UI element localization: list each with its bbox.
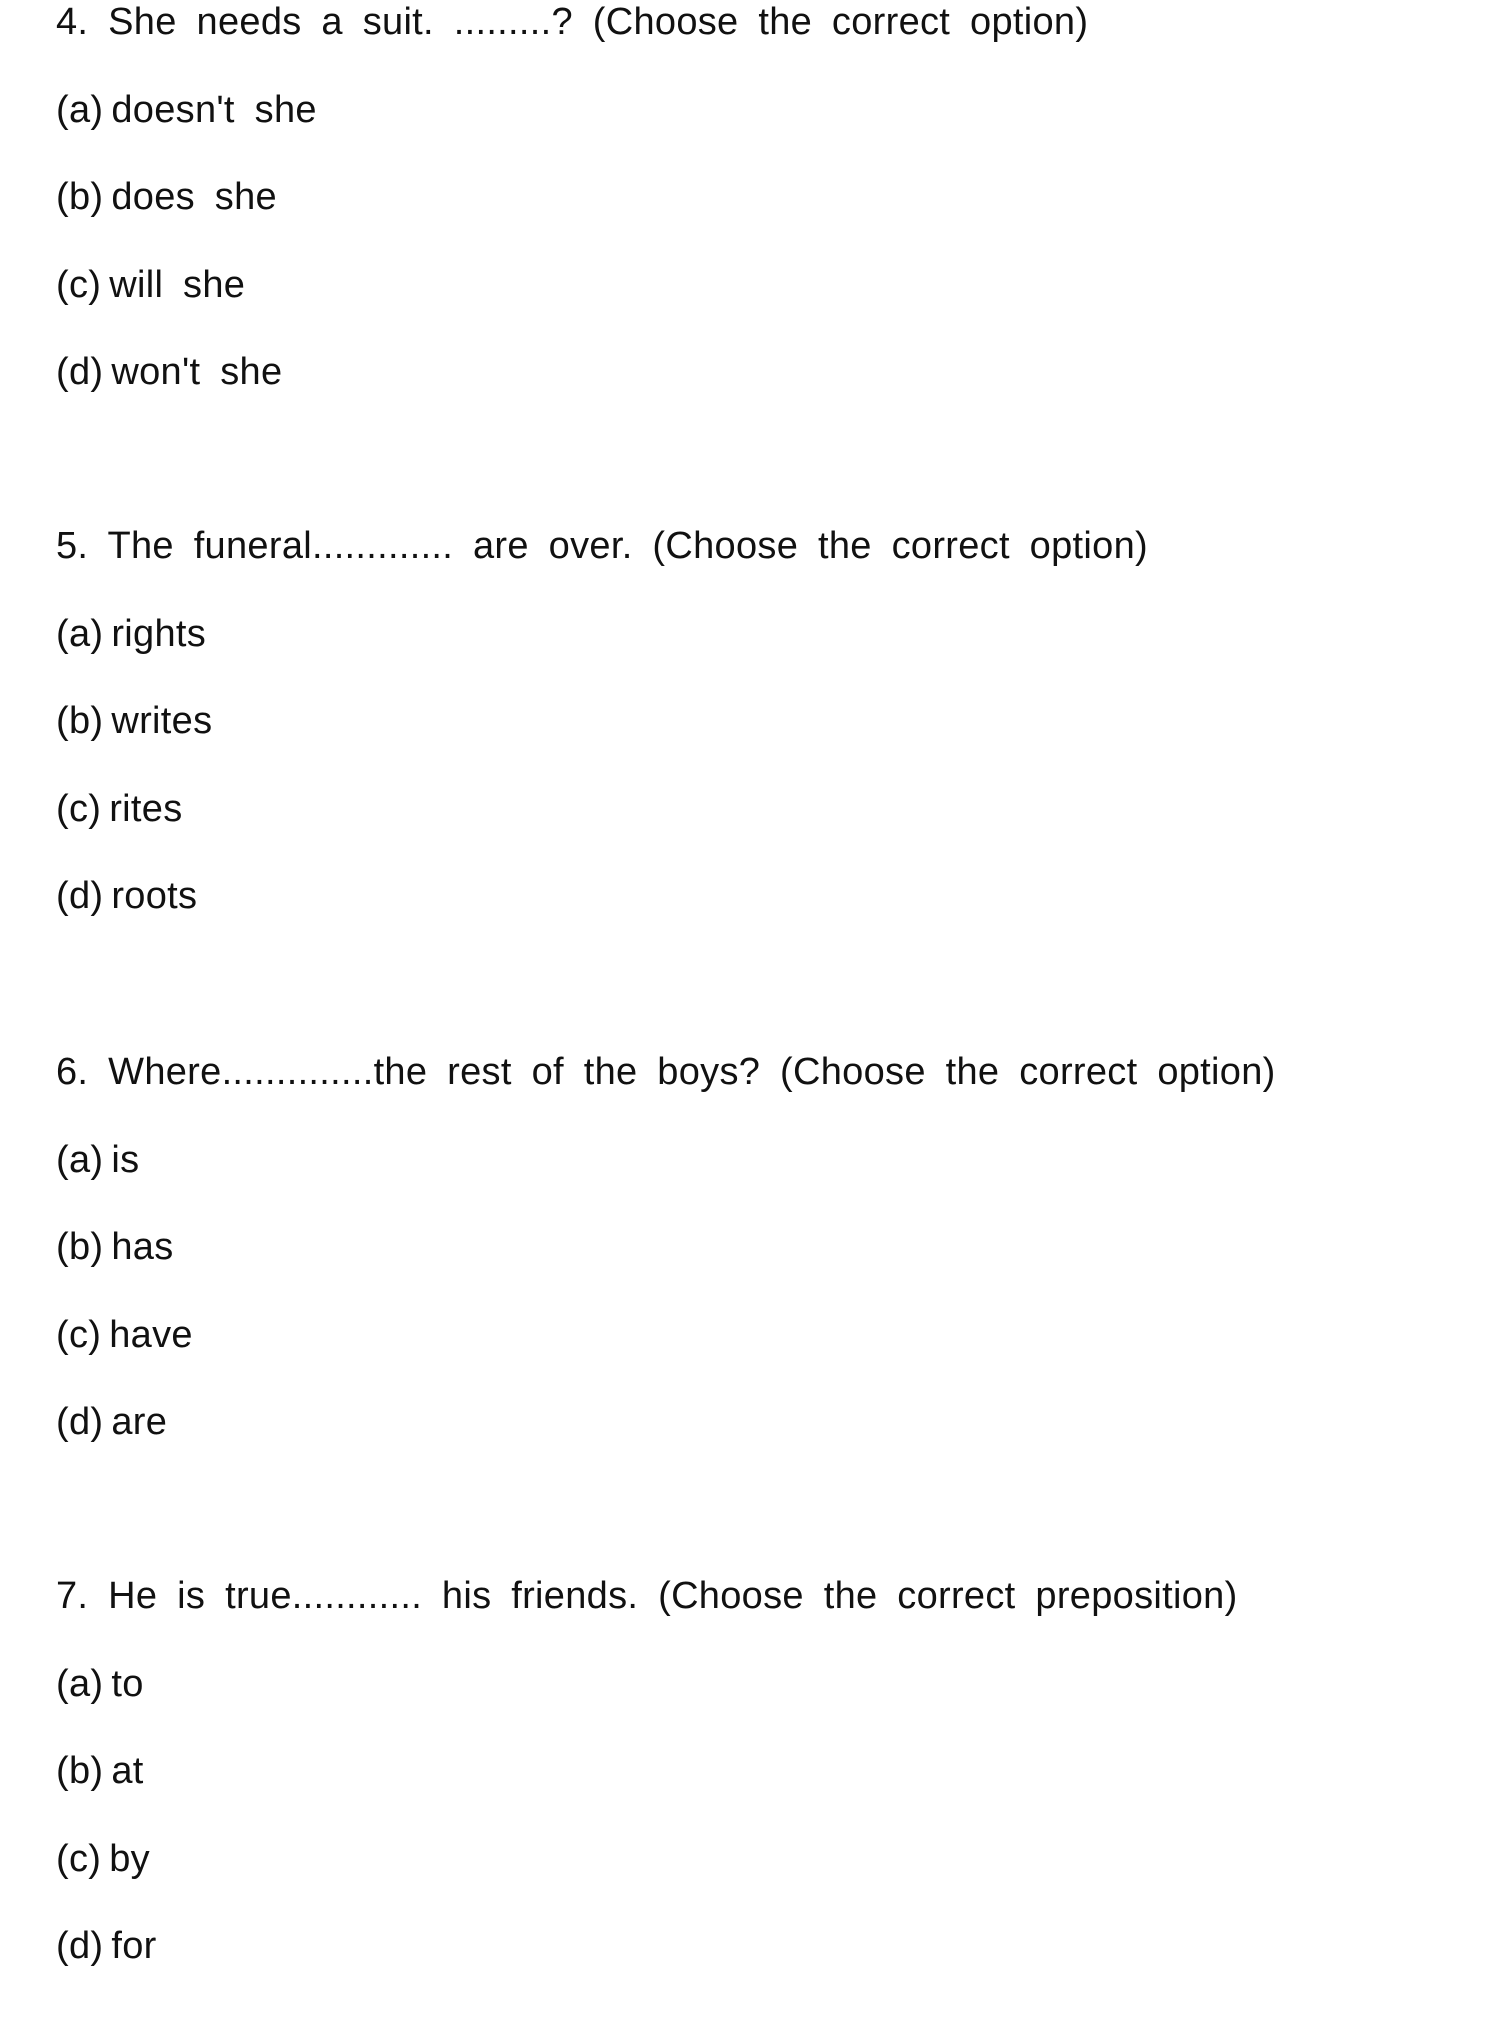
option-text: writes xyxy=(111,700,213,742)
answer-option xyxy=(56,614,1148,702)
option-label: (d) xyxy=(56,875,104,917)
question-text: 5. The funeral............. are over. (Choose the correct option) xyxy=(56,525,1148,567)
option-label: (c) xyxy=(56,1837,102,1880)
answer-option xyxy=(56,1839,1238,1927)
answer-option xyxy=(56,1140,1276,1228)
option-text: at xyxy=(111,1750,144,1792)
answer-option xyxy=(56,701,1148,789)
option-label: (b) xyxy=(56,1750,104,1792)
option-text: won't she xyxy=(111,351,283,393)
option-label: (b) xyxy=(56,176,104,218)
option-label: (a) xyxy=(56,612,104,655)
question-text: 6. Where..............the rest of the boys? (Choose the correct option) xyxy=(56,1051,1276,1093)
answer-option xyxy=(56,1402,1276,1490)
answer-option xyxy=(56,1227,1276,1315)
answer-option xyxy=(56,1751,1238,1839)
option-text: by xyxy=(109,1837,150,1880)
option-label: (c) xyxy=(56,787,102,830)
option-text: is xyxy=(111,1138,140,1181)
option-label: (d) xyxy=(56,1925,104,1967)
question-block xyxy=(56,1576,1238,2014)
answer-option xyxy=(56,177,1088,265)
option-text: rites xyxy=(109,787,183,830)
option-label: (a) xyxy=(56,1138,104,1181)
option-label: (c) xyxy=(56,263,102,306)
option-label: (a) xyxy=(56,1662,104,1705)
option-label: (d) xyxy=(56,1401,104,1443)
option-text: are xyxy=(111,1401,168,1443)
option-label: (b) xyxy=(56,1226,104,1268)
option-label: (b) xyxy=(56,700,104,742)
answer-option xyxy=(56,1664,1238,1752)
option-text: to xyxy=(111,1662,144,1705)
question-block xyxy=(56,1052,1276,1490)
question-text: 4. She needs a suit. .........? (Choose the correct option) xyxy=(56,1,1089,43)
answer-option xyxy=(56,265,1088,353)
answer-option xyxy=(56,789,1148,877)
answer-option xyxy=(56,1315,1276,1403)
option-label: (c) xyxy=(56,1313,102,1356)
answer-option xyxy=(56,1926,1238,2014)
answer-option xyxy=(56,876,1148,964)
question-text: 7. He is true............ his friends. (Choose the correct preposition) xyxy=(56,1575,1238,1617)
question-block xyxy=(56,2,1088,440)
question-block xyxy=(56,526,1148,964)
option-text: rights xyxy=(111,612,207,655)
option-text: doesn't she xyxy=(111,88,317,131)
answer-option xyxy=(56,90,1088,178)
option-text: roots xyxy=(111,875,198,917)
answer-option xyxy=(56,352,1088,440)
option-label: (a) xyxy=(56,88,104,131)
option-label: (d) xyxy=(56,351,104,393)
option-text: does she xyxy=(111,176,277,218)
option-text: will she xyxy=(109,263,246,306)
option-text: has xyxy=(111,1226,174,1268)
option-text: have xyxy=(109,1313,193,1356)
option-text: for xyxy=(111,1925,157,1967)
